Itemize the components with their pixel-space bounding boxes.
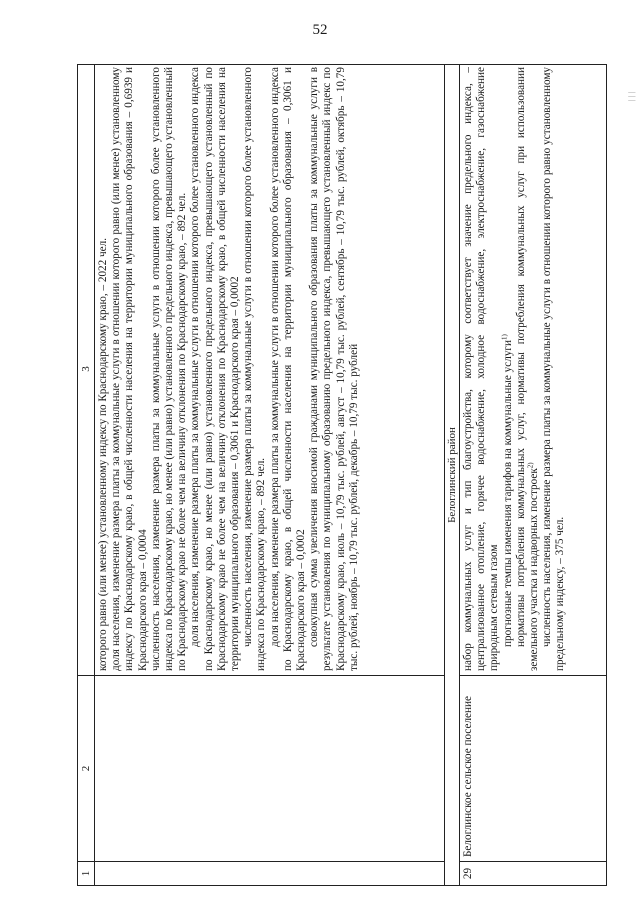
footnote-marker: 1): [499, 334, 508, 341]
continuation-name-cell: [95, 675, 444, 861]
scan-edge-mark: │││: [628, 90, 634, 103]
continuation-paragraph: доля населения, изменение размера платы за коммунальные услуги в отношении которого более установленного индекса по Краснодарскому краю, но менее (или равно) установленного предельного индекса, превышающего установленный по Краснодарскому краю не более чем на величину отклонения по Краснодарскому краю, в общей численности населения на территории муниципального образования – 0,3061 и Краснодарского края – 0,0002: [189, 67, 242, 671]
continuation-text-cell: [95, 63, 444, 675]
continuation-paragraph: доля населения, изменение размера платы за коммунальные услуги в отношении которого более установленного индекса по Краснодарскому краю, в общей численности населения на территории муниципального образования – 0,3061 и Краснодарского края – 0,0002: [268, 67, 308, 671]
row-29-text-cell: [460, 63, 606, 675]
page-number: 52: [312, 22, 328, 38]
row-29-paragraph: нормативы потребления коммунальных услуг, нормативы потребления коммунальных услуг при использовании земельного участка и надворных построек$^{2)}$: [514, 67, 541, 671]
continuation-paragraph: численность населения, изменение размера платы за коммунальные услуги в отношении которого более установленного индекса по Краснодарскому краю, – 892 чел.: [242, 67, 268, 671]
continuation-paragraph: численность населения, изменение размера платы за коммунальные услуги в отношении которого более установленного индекса по Краснодарскому краю, но менее (или равно) установленного предельного индекса, превышающего установленный по Краснодарскому краю не более чем на величину отклонения по Краснодарскому краю, – 892 чел.: [149, 67, 189, 671]
row-29-paragraph: набор коммунальных услуг и тип благоустройства, которому соответствует значение предельного индекса, – централизованное отопление, горячее водоснабжение, холодное водоснабжение, электроснабжение, газоснабжение природным сетевым газом: [462, 67, 501, 671]
continuation-paragraph: совокупная сумма увеличения вносимой гражданами муниципального образования платы за коммунальные услуги в результате установления по муниципальному образованию предельного индекса, превышающего установленный индекс по Краснодарскому краю, июль – 10,79 тыс. рублей, август – 10,79 тыс. рублей, сентябрь – 10,79 тыс. рублей, октябрь – 10,79 тыс. рублей, ноябрь – 10,79 тыс. рублей, декабрь – 10,79 тыс. рублей: [308, 67, 360, 671]
continuation-paragraph: доля населения, изменение размера платы за коммунальные услуги в отношении которого равно (или менее) установленному индексу по Краснодарскому краю, в общей численности населения на территории муниципального образования – 0,6939 и Краснодарского края – 0,0004: [110, 67, 149, 671]
district-heading-row: [444, 64, 460, 886]
table-row-29: [459, 64, 607, 886]
row-number: 29: [460, 861, 606, 885]
rotated-table: [77, 64, 633, 886]
row-29-paragraph: численность населения, изменение размера платы за коммунальные услуги в отношении которого равно установленному предельному индексу, – 375 чел.: [541, 67, 567, 671]
continuation-row: [94, 64, 445, 886]
header-col-1: 1: [78, 861, 94, 885]
continuation-number-cell: [95, 861, 444, 885]
table-header-row: [77, 64, 95, 886]
header-col-3: 3: [80, 366, 92, 372]
row-29-paragraph: прогнозные темпы изменения тарифов на коммунальные услуги$^{1)}$: [499, 334, 514, 647]
footnote-marker: 2): [526, 462, 535, 469]
municipality-name: Белоглинское сельское поселение: [460, 675, 606, 861]
continuation-paragraph: которого равно (или менее) установленному индексу по Краснодарскому краю, – 2022 чел.: [97, 238, 109, 671]
district-heading: Белоглинский район: [446, 427, 458, 523]
header-col-2: 2: [78, 675, 94, 861]
